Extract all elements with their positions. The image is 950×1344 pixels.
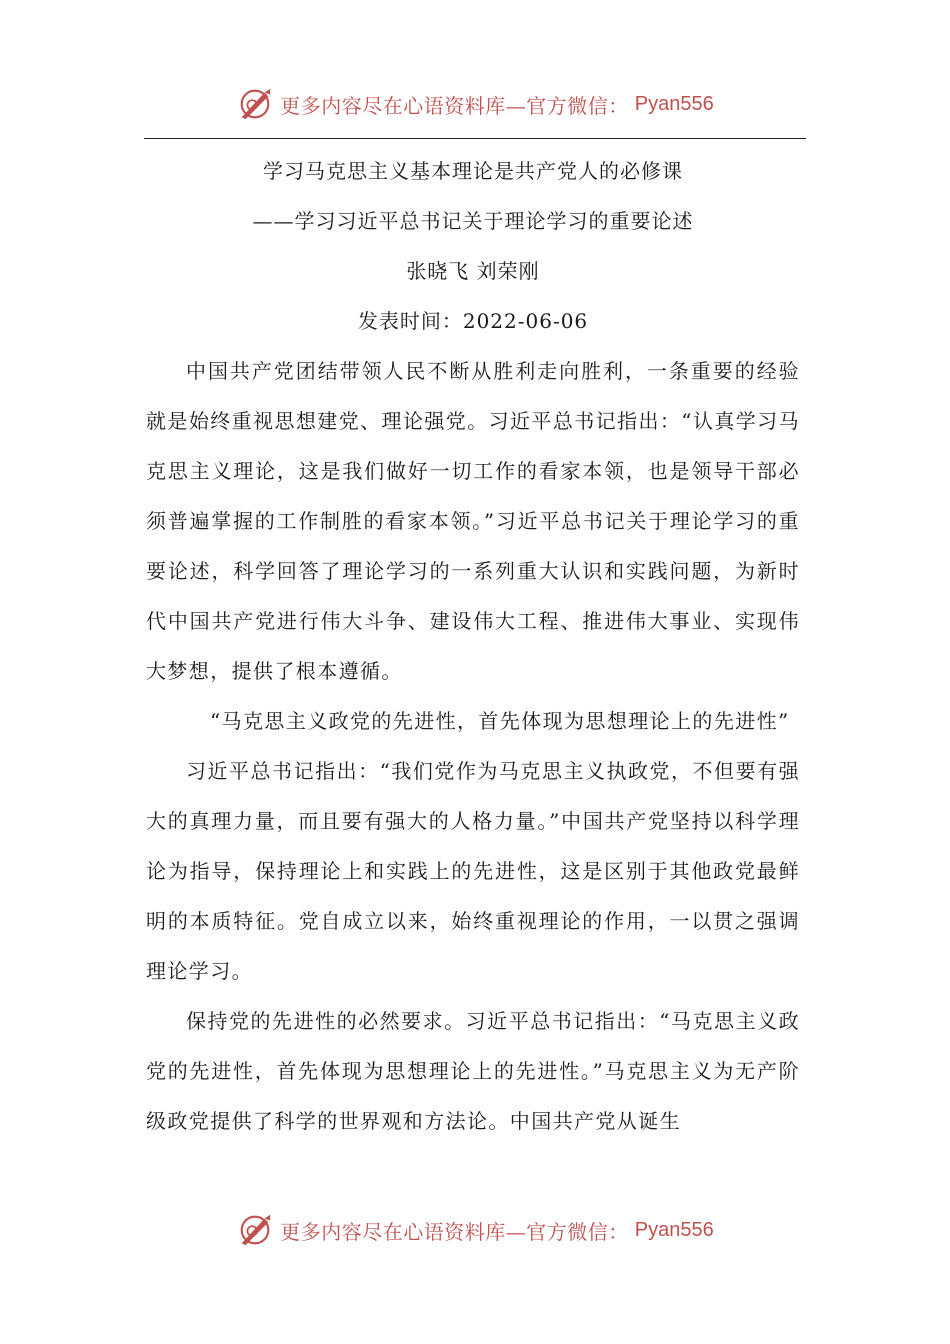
paragraph: 保持党的先进性的必然要求。习近平总书记指出：“马克思主义政党的先进性，首先体现为思想理论上的先进性。”马克思主义为无产阶级政党提供了科学的世界观和方法论。中国共产党从诞生: [146, 1009, 800, 1133]
article-title: 学习马克思主义基本理论是共产党人的必修课: [263, 159, 683, 183]
article-subtitle: ——学习习近平总书记关于理论学习的重要论述: [252, 209, 694, 233]
publish-date: 发表时间：2022-06-06: [357, 309, 589, 333]
article-body: [146, 146, 800, 1146]
watermark-slogan: 更多内容尽在心语资料库—官方微信：: [280, 1219, 629, 1244]
header-watermark: [0, 82, 950, 126]
paragraph: 习近平总书记指出：“我们党作为马克思主义执政党，不但要有强大的真理力量，而且要有强大的人格力量。”中国共产党坚持以科学理论为指导，保持理论上和实践上的先进性，这是区别于其他政党最鲜明的本质特征。党自成立以来，始终重视理论的作用，一以贯之强调理论学习。: [146, 759, 800, 983]
fountain-pen-logo-icon: [236, 1211, 274, 1249]
watermark-slogan: 更多内容尽在心语资料库—官方微信：: [280, 93, 629, 118]
fountain-pen-logo-icon: [236, 85, 274, 123]
article-authors: 张晓飞 刘荣刚: [406, 259, 540, 283]
section-heading: “马克思主义政党的先进性，首先体现为思想理论上的先进性”: [210, 709, 790, 733]
paragraph: 中国共产党团结带领人民不断从胜利走向胜利，一条重要的经验就是始终重视思想建党、理论强党。习近平总书记指出：“认真学习马克思主义理论，这是我们做好一切工作的看家本领，也是领导干部必须普遍掌握的工作制胜的看家本领。”习近平总书记关于理论学习的重要论述，科学回答了理论学习的一系列重大认识和实践问题，为新时代中国共产党进行伟大斗争、建设伟大工程、推进伟大事业、实现伟大梦想，提供了根本遵循。: [146, 359, 800, 683]
footer-watermark: [0, 1208, 950, 1252]
header-divider: [144, 138, 806, 139]
watermark-wechat-id: Pyan556: [634, 92, 714, 115]
watermark-wechat-id: Pyan556: [634, 1218, 714, 1241]
